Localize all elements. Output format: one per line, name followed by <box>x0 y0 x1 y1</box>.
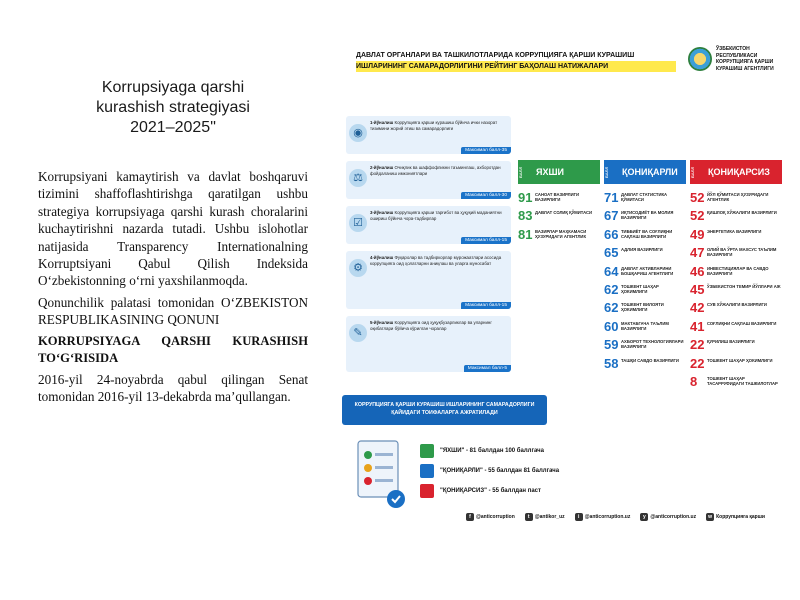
organization-name: ДАВЛАТ АКТИВЛАРИНИ БОШҚАРИШ АГЕНТЛИГИ <box>621 265 674 276</box>
rating-score: 60 <box>604 318 619 334</box>
criteria-card <box>346 251 511 309</box>
rating-row <box>690 300 782 318</box>
rating-infographic <box>336 40 792 588</box>
rating-row <box>690 227 782 245</box>
criteria-description: Коррупцияга қарши курашиш бўйича ички назорат тизимини жорий этиш ва самарадорлиги <box>370 120 498 132</box>
rating-score: 46 <box>690 263 705 279</box>
social-link[interactable] <box>640 513 696 521</box>
criteria-card <box>346 161 511 199</box>
social-handle: @anticorruption.uz <box>650 514 697 520</box>
infographic-header <box>356 50 676 72</box>
social-icon: y <box>640 513 648 521</box>
rating-row <box>604 208 686 226</box>
criteria-points: Максимал балл-35 <box>461 147 511 154</box>
organization-name: ТОШКЕНТ ШАҲАР ҲОКИМЛИГИ <box>707 357 773 363</box>
title-line: Korrupsiyaga qarshi <box>101 79 245 96</box>
category-header <box>604 160 686 184</box>
criteria-icon: ⚖ <box>349 169 367 187</box>
criteria-text <box>370 210 507 222</box>
organization-name: ДАВЛАТ СОЛИҚ ҚЎМИТАСИ <box>535 210 593 216</box>
header-line: ИШЛАРИНИНГ САМАРАДОРЛИГИНИ РЕЙТИНГ БАҲОЛАШ НАТИЖАЛАРИ <box>356 61 676 72</box>
social-icon: i <box>575 513 583 521</box>
criteria-points: Максимал балл-15 <box>461 302 511 309</box>
category-column <box>518 190 600 245</box>
criteria-description: Фуқаролар ва тадбиркорлар мурожаатлари асосида коррупцияга оид ҳолатларни аниқлаш ва уларга муносабат <box>370 255 502 267</box>
category-header <box>690 160 782 184</box>
organization-name: ВАЗИРЛАР МАҲКАМАСИ ҲУЗУРИДАГИ АГЕНТЛИК <box>535 228 587 239</box>
rating-score: 71 <box>604 190 619 205</box>
rating-row <box>690 337 782 355</box>
rating-row <box>604 319 686 337</box>
organization-name: ТОШКЕНТ ШАҲАР ҲОКИМЛИГИ <box>621 283 659 294</box>
title-line: kurashish strategiyasi <box>96 99 250 116</box>
organization-name: ТИББИЁТ ВА СОҒЛИҚНИ САҚЛАШ ВАЗИРЛИГИ <box>621 228 673 239</box>
organization-name: ИҚТИСОДИЁТ ВА МОЛИЯ ВАЗИРЛИГИ <box>621 210 674 221</box>
title-line: 2021–2025" <box>130 119 216 136</box>
criteria-description: Очиқлик ва шаффофликни таъминлаш, ахборотдан фойдаланиш имкониятлари <box>370 165 501 177</box>
rating-score: 41 <box>690 318 705 334</box>
checklist-illustration-icon <box>344 435 414 515</box>
legend-item <box>420 442 544 460</box>
category-header <box>518 160 600 184</box>
rating-row <box>518 208 600 226</box>
rating-row <box>604 282 686 300</box>
organization-name: ЎЗБЕКИСТОН ТЕМИР ЙЎЛЛАРИ АЖ <box>707 283 781 289</box>
criteria-title: 2-йўналиш <box>370 165 394 170</box>
rating-row <box>604 356 686 374</box>
legend-text: "ЯХШИ" - 81 баллдан 100 баллгача <box>440 448 544 454</box>
criteria-points: Максимал балл-5 <box>464 365 511 372</box>
rating-row <box>604 190 686 208</box>
criteria-icon: ✎ <box>349 324 367 342</box>
criteria-card <box>346 316 511 372</box>
document-title <box>38 78 308 138</box>
social-link[interactable] <box>466 513 515 521</box>
social-link[interactable] <box>706 513 765 521</box>
organization-name: МАКТАБГАЧА ТАЪЛИМ ВАЗИРЛИГИ <box>621 320 669 331</box>
legend-item <box>420 482 541 500</box>
organization-name: СУВ ХЎЖАЛИГИ ВАЗИРЛИГИ <box>707 302 767 308</box>
legend-text: "ҚОНИҚАРЛИ" - 55 баллдан 81 баллгача <box>440 468 560 474</box>
category-name: ҚОНИҚАРЛИ <box>622 167 678 177</box>
intro-paragraph: Korrupsiyani kamaytirish va davlat boshqaruvi tizimini shaffoflashtirishga qaratilgan ushbu strategiya korrupsiyaga qarshi kurash choralarini kuchaytirishni nazarda tutadi. Ushbu islohotlar natijasida Transparency Internationalning Korruptsiyani Qabul Qilish Indeksida O‘zbekistonning o‘rni yaxshilanmoqda. <box>38 169 308 289</box>
social-icon: w <box>706 513 714 521</box>
law-intro-paragraph: Qonunchilik palatasi tomonidan O‘ZBEKISTON RESPUBLIKASINING QONUNI <box>38 294 308 328</box>
criteria-description: Коррупцияга қарши тарғибот ва ҳуқуқий маданиятни ошириш бўйича чора-тадбирлар <box>370 210 502 222</box>
organization-name: ҚИШЛОҚ ХЎЖАЛИГИ ВАЗИРЛИГИ <box>707 210 777 216</box>
rating-row <box>604 264 686 282</box>
adoption-paragraph: 2016-yil 24-noyabrda qabul qilingan Senat tomonidan 2016-yil 13-dekabrda ma’qullangan. <box>38 371 308 405</box>
rating-score: 45 <box>690 281 705 297</box>
social-handle: Коррупцияга қарши <box>716 514 765 520</box>
criteria-icon: ⚙ <box>349 259 367 277</box>
criteria-icon: ◉ <box>349 124 367 142</box>
criteria-description: Коррупцияга оид ҳуқуқбузарликлар ва уларнинг оқибатлари бўйича кўрилган чоралар <box>370 320 492 332</box>
rating-score: 49 <box>690 226 705 242</box>
criteria-text <box>370 320 507 332</box>
organization-name: ТОШКЕНТ ВИЛОЯТИ ҲОКИМЛИГИ <box>621 302 664 313</box>
legend-swatch <box>420 444 434 458</box>
rating-row <box>518 227 600 245</box>
rating-row <box>518 190 600 208</box>
organization-name: ДАВЛАТ СТАТИСТИКА ҚЎМИТАСИ <box>621 192 668 202</box>
rating-score: 22 <box>690 355 705 371</box>
organization-name: СОҒЛИҚНИ САҚЛАШ ВАЗИРЛИГИ <box>707 320 777 326</box>
organization-name: ЙЎЛ ҚЎМИТАСИ ҲУЗУРИДАГИ АГЕНТЛИК <box>707 192 769 202</box>
rating-score: 59 <box>604 337 619 353</box>
social-handle: @anticorruption <box>476 514 515 520</box>
rating-score: 81 <box>518 226 533 242</box>
rating-score: 64 <box>604 263 619 279</box>
rating-score: 8 <box>690 373 698 389</box>
criteria-card <box>346 116 511 154</box>
organization-name: САНОАТ ВАЗИРЛИГИ ВАЗИРЛИГИ <box>535 192 579 202</box>
categories-banner <box>342 395 547 425</box>
rating-row <box>604 300 686 318</box>
rating-row <box>690 264 782 282</box>
criteria-icon: ☑ <box>349 214 367 232</box>
category-name: ЯХШИ <box>536 167 564 177</box>
social-icon: f <box>466 513 474 521</box>
rating-row <box>690 245 782 263</box>
document-text <box>38 78 308 405</box>
category-column <box>690 190 782 392</box>
category-name: ҚОНИҚАРСИЗ <box>708 167 770 177</box>
social-link[interactable] <box>575 513 631 521</box>
organization-name: ҚУРИЛИШ ВАЗИРЛИГИ <box>707 339 755 345</box>
law-name: KORRUPSIYAGA QARSHI KURASHISH TO‘G‘RISIDA <box>38 333 308 365</box>
banner-line: ҚАЙИДАГИ ТОИФАЛАРГА АЖРАТИЛАДИ <box>391 410 498 416</box>
legend-item <box>420 462 559 480</box>
rating-row <box>690 282 782 300</box>
rating-score: 42 <box>690 300 705 316</box>
rating-score: 62 <box>604 300 619 316</box>
rating-row <box>604 337 686 355</box>
social-link[interactable] <box>525 513 565 521</box>
state-emblem-icon <box>688 47 712 71</box>
rating-score: 52 <box>690 208 705 224</box>
banner-line: КОРРУПЦИЯГА ҚАРШИ КУРАШИШ ИШЛАРИНИНГ САМАРАДОРЛИГИ <box>354 402 535 408</box>
ball-label: БАЛЛ <box>518 166 523 178</box>
criteria-title: 4-йўналиш <box>370 255 394 260</box>
legend-text: "ҚОНИҚАРСИЗ" - 55 баллдан паст <box>440 488 541 494</box>
rating-row <box>604 227 686 245</box>
criteria-text <box>370 255 507 267</box>
agency-logo <box>688 46 786 72</box>
criteria-text <box>370 120 507 132</box>
organization-name: ТАШҚИ САВДО ВАЗИРЛИГИ <box>621 357 679 363</box>
rating-row <box>690 319 782 337</box>
organization-name: АХБОРОТ ТЕХНОЛОГИЯЛАРИ ВАЗИРЛИГИ <box>621 339 684 350</box>
header-line: ДАВЛАТ ОРГАНЛАРИ ВА ТАШКИЛОТЛАРИДА КОРРУПЦИЯГА ҚАРШИ КУРАШИШ <box>356 52 635 59</box>
ball-label: БАЛЛ <box>604 166 609 178</box>
rating-score: 66 <box>604 226 619 242</box>
rating-score: 65 <box>604 245 619 261</box>
rating-score: 91 <box>518 190 533 205</box>
rating-score: 47 <box>690 245 705 261</box>
rating-score: 62 <box>604 281 619 297</box>
rating-row <box>690 208 782 226</box>
criteria-text <box>370 165 507 177</box>
criteria-title: 5-йўналиш <box>370 320 394 325</box>
rating-score: 58 <box>604 355 619 371</box>
rating-score: 67 <box>604 208 619 224</box>
ball-label: БАЛЛ <box>690 166 695 178</box>
criteria-title: 3-йўналиш <box>370 210 394 215</box>
category-column <box>604 190 686 374</box>
criteria-points: Максимал балл-30 <box>461 192 511 199</box>
rating-row <box>604 245 686 263</box>
social-handle: @antikor_uz <box>534 514 565 520</box>
legend-swatch <box>420 484 434 498</box>
rating-score: 83 <box>518 208 533 224</box>
social-links <box>466 513 765 521</box>
social-handle: @anticorruption.uz <box>584 514 631 520</box>
agency-name: ЎЗБЕКИСТОН РЕСПУБЛИКАСИ КОРРУПЦИЯГА ҚАРШИ КУРАШИШ АГЕНТЛИГИ <box>716 46 774 72</box>
rating-score: 22 <box>690 337 705 353</box>
organization-name: АДЛИЯ ВАЗИРЛИГИ <box>621 247 663 253</box>
organization-name: ИНВЕСТИЦИЯЛАР ВА САВДО ВАЗИРЛИГИ <box>707 265 769 276</box>
criteria-title: 1-йўналиш <box>370 120 394 125</box>
rating-row <box>690 190 782 208</box>
organization-name: ОЛИЙ ВА ЎРТА МАХСУС ТАЪЛИМ ВАЗИРЛИГИ <box>707 247 777 258</box>
rating-row <box>690 374 782 392</box>
organization-name: ТОШКЕНТ ШАҲАР ТАСАРРУФИДАГИ ТАШКИЛОТЛАР <box>707 375 778 386</box>
legend-swatch <box>420 464 434 478</box>
criteria-card <box>346 206 511 244</box>
social-icon: t <box>525 513 533 521</box>
rating-score: 52 <box>690 190 705 205</box>
rating-row <box>690 356 782 374</box>
organization-name: ЭНЕРГЕТИКА ВАЗИРЛИГИ <box>707 228 762 234</box>
criteria-points: Максимал балл-15 <box>461 237 511 244</box>
